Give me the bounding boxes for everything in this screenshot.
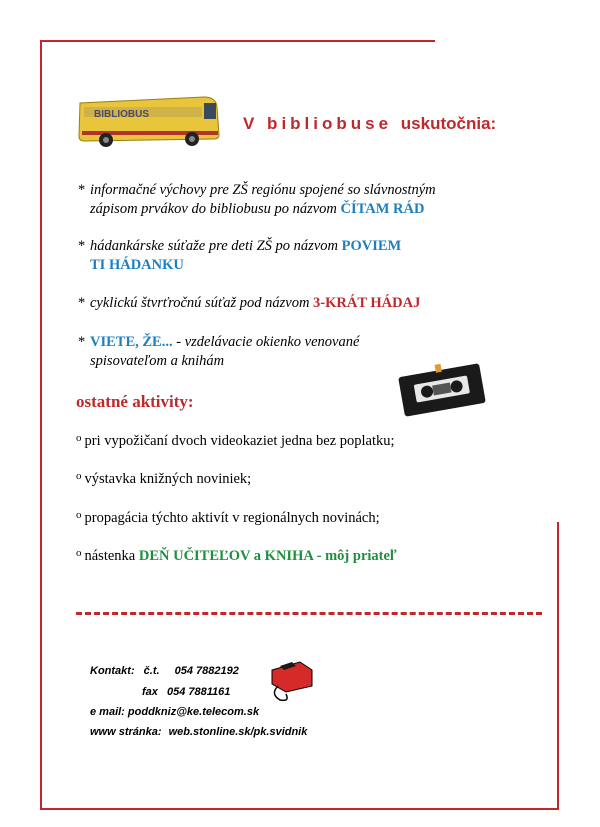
bus-sign-text: BIBLIOBUS [94, 109, 149, 120]
contact-email-row [90, 706, 259, 718]
bullet-item: * VIETE, ŽE... - vzdelávacie okienko venované spisovateľom a knihám [78, 334, 360, 369]
telephone-icon [266, 656, 318, 704]
bullet-text: spisovateľom a knihám [90, 353, 225, 369]
contact-label: Kontakt: [90, 665, 135, 677]
contact-phone-row [90, 665, 239, 677]
heading-rest: uskutočnia: [400, 114, 497, 133]
frame-left-line [40, 40, 42, 810]
page-heading [243, 114, 496, 134]
bullet-highlight: POVIEM [341, 238, 402, 254]
bibliobus-image [76, 93, 224, 149]
bullet-text: - vzdelávacie okienko venované [172, 334, 360, 350]
activity-item: $^o$ nástenka DEŇ UČITEĽOV a KNIHA - môj priateľ [76, 547, 397, 564]
bullet-highlight: VIETE, ŽE... [90, 334, 173, 350]
phone-label: č.t. [143, 665, 160, 677]
frame-top-line [40, 40, 435, 42]
bullet-highlight: TI HÁDANKU [90, 257, 184, 273]
bullet-text: cyklickú štvrťročnú súťaž pod názvom [90, 295, 310, 311]
bullet-item: * hádankárske súťaže pre deti ZŠ po názvom POVIEM TI HÁDANKU [78, 238, 402, 273]
contact-fax-row [142, 686, 230, 698]
activity-text: pri vypožičaní dvoch videokaziet jedna bez poplatku; [84, 433, 395, 449]
dashed-divider [76, 612, 542, 615]
frame-right-line [557, 522, 559, 810]
activity-item: $^o$ propagácia týchto aktivít v regionálnych novinách; [76, 509, 380, 526]
activity-text: nástenka [84, 548, 136, 564]
contact-web-row [90, 726, 307, 738]
activity-item: $^o$ výstavka knižných noviniek; [76, 470, 252, 487]
frame-bottom-line [40, 808, 559, 810]
bullet-item: * informačné výchovy pre ZŠ regiónu spojené so slávnostným zápisom prvákov do bibliobusu po názvom ČÍTAM RÁD [78, 182, 436, 217]
videocassette-icon [395, 362, 489, 418]
web-label: www stránka: [90, 726, 162, 738]
activity-text: propagácia týchto aktivít v regionálnych novinách; [84, 510, 380, 526]
web-address[interactable]: web.stonline.sk/pk.svidnik [168, 726, 308, 738]
section-heading: ostatné aktivity: [76, 392, 194, 411]
bullet-item: * cyklickú štvrťročnú súťaž pod názvom 3-KRÁT HÁDAJ [78, 295, 421, 311]
fax-label: fax [142, 686, 158, 698]
bullet-text: zápisom prvákov do bibliobusu po názvom [90, 201, 337, 217]
bullet-text: hádankárske súťaže pre deti ZŠ po názvom [90, 238, 338, 254]
bullet-text: informačné výchovy pre ZŠ regiónu spojené so slávnostným [90, 182, 436, 198]
heading-spaced: V bibliobuse [243, 114, 393, 133]
activity-highlight: DEŇ UČITEĽOV a KNIHA - môj priateľ [138, 548, 397, 564]
fax-number: 054 7881161 [166, 686, 231, 698]
bullet-highlight: 3-KRÁT HÁDAJ [313, 295, 421, 311]
activity-text: výstavka knižných noviniek; [84, 471, 252, 487]
email-label: e mail: [90, 706, 125, 718]
phone-number: 054 7882192 [174, 665, 239, 677]
bullet-highlight: ČÍTAM RÁD [340, 201, 425, 217]
email-address[interactable]: poddkniz@ke.telecom.sk [127, 706, 260, 718]
activity-item: $^o$ pri vypožičaní dvoch videokaziet jedna bez poplatku; [76, 432, 395, 449]
